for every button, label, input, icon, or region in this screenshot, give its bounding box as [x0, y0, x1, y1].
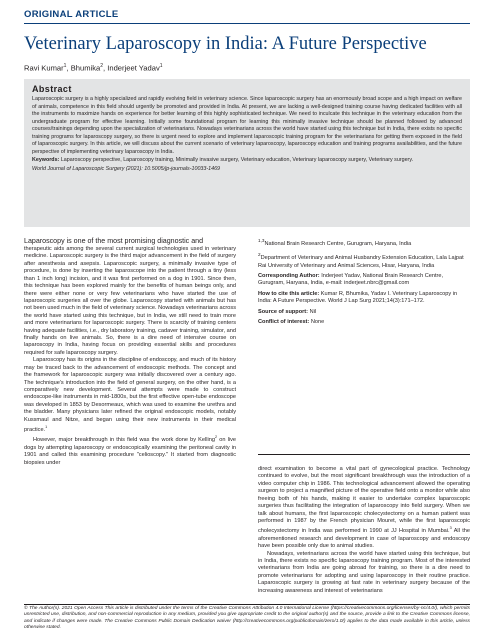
source-of-support	[258, 309, 470, 316]
corresponding-text: Inderjeet Yadav, National Brain Research Centre, Gurugram, Haryana, India, e-mail: inderjeet.nbrc@gmail.com	[258, 272, 444, 287]
affiliation-text: Department of Veterinary and Animal Husbandry Extension Education, Lala Lajpat Rai University of Veterinary and Animal Sciences, Hisar, Haryana, India	[258, 255, 464, 269]
conflict-label: Conflict of interest:	[258, 319, 310, 326]
author-affiliation-sup: 1	[63, 63, 67, 69]
paragraph-text: Laparoscopy has its origins in the discipline of endoscopy, and much of its history may be traced back to the advancement of endoscopic methods. The concept and the framework for laparoscopic surgery was initially discovered over a century ago. The technique's introduction into the field of general surgery, on the other hand, is a comparatively new development. Several attempts were made to construct endoscope-like instruments in mid-1800s, but the first effective open-tube endoscope was developed in 1853 by Desormeaux, which was used to examine the urethra and the bladder. Many physicians later refined the original endoscopic models, notably Kussmaul and Nitze, and began using their new instruments in their medical practice.	[24, 357, 236, 433]
reference-sup: 3	[449, 526, 452, 531]
reference-sup: 1	[45, 425, 48, 430]
body-paragraph	[258, 466, 470, 551]
affiliation	[258, 237, 470, 248]
author-name: Ravi Kumar	[24, 63, 64, 73]
cite-text: Kumar R, Bhumika, Yadav I. Veterinary Laparoscopy in India: A Future Perspective. World J Lap Surg 2021;14(3):171–172.	[258, 290, 458, 305]
corresponding-label: Corresponding Author:	[258, 272, 320, 279]
corresponding-author	[258, 273, 470, 288]
article-info	[258, 237, 470, 330]
author-affiliation-sup: 2	[100, 63, 104, 69]
body-left-column	[24, 237, 236, 467]
footer-divider	[24, 604, 470, 605]
body-right-column	[258, 466, 470, 595]
journal-citation: World Journal of Laparoscopic Surgery (2021): 10.5005/jp-journals-10033-1469	[32, 165, 221, 172]
paragraph-text: on live dogs by attempting laparoscopy or endoscopically examining the peritoneal cavity in 1901 and called this examining procedure "celioscopy." It started from diagnostic biopsies under	[24, 437, 236, 466]
how-to-cite	[258, 291, 470, 306]
support-label: Source of support:	[258, 308, 309, 315]
abstract-box	[24, 79, 470, 227]
article-title: Veterinary Laparoscopy in India: A Future Perspective	[24, 34, 427, 54]
lead-sentence: Laparoscopy is one of the most promising diagnostic and	[24, 237, 204, 245]
affiliation-text: National Brain Research Centre, Gurugram, Haryana, India	[264, 240, 412, 247]
abstract-heading: Abstract	[32, 84, 72, 94]
cite-label: How to cite this article:	[258, 290, 320, 297]
section-label: ORIGINAL ARTICLE	[24, 9, 470, 24]
body-paragraph: Nowadays, veterinarians across the world have started using this technique, but in India, there exists no specific laparoscopy training program. Most of the interested veterinarians from India are going abroad for training, so there is a dire need to promote veterinarians for adopting and using laparoscopy in their routine practice. Laparoscopic surgery is growing at fast rate in veterinary surgery because of the increasing awareness and interest of veterinarians	[258, 550, 470, 594]
article-info-divider	[258, 454, 470, 455]
paragraph-text: direct examination to become a vital part of gynecological practice. Technology continued to evolve, but the most significant breakthrough was the introduction of a video computer chip in 1986. This technological advancement allowed the operating surgeon to project a magnified picture of the operative field onto a monitor while also freeing both of his hands, making it easier to undertake complex laparoscopic surgeries thus facilitating the integration of laparoscopy into field surgery. When we talk about humans, the first laparoscopic cholecystectomy on a human patient was performed in 1987 by the French physician Mouret, while the first laparoscopic cholecystectomy in India was performed in 1990 at JJ Hospital in Mumbai.	[258, 466, 470, 535]
author-name: Bhumika	[70, 63, 101, 73]
affiliation-sup: 1,3	[258, 238, 265, 243]
body-paragraph: therapeutic aids among the several current surgical technologies used in veterinary medicine. Laparoscopic surgery is the third major advancement in the field of surgery after anesthesia and asepsis. Laparoscopic surgery, a minimally invasive type of procedure, is done by inserting the laparoscope into the patient through a tiny (less than 1 inch long) incision, and it was first performed on a dog in 1901. Since then, this technique has been explored mainly for the benefits of human beings only, and there were either none or very few veterinarians who have started the use of laparoscopic surgeries all over the globe. Laparoscopy started with animals but has not been used much in the field of veterinary science. Nowadays veterinarians across the world have started using this technique, but in India, we still need to train more and more veterinarians for laparoscopic surgery. There is scarcity of training centers having adequate facilities, i.e., dry laboratory training, cadaver training, simulator, and finally hands on live animals. So, there is a dire need of intensive course on laparoscopy in India, having focus on providing essential skills and procedures required for safe laparoscopy surgery.	[24, 246, 236, 356]
paragraph-text: All the aforementioned research and development in case of laparoscopy and endoscopy have been possible only due to animal studies.	[258, 528, 470, 550]
author-list: Ravi Kumar$^1$, Bhumika$^2$, Inderjeet Yadav$^1$	[24, 63, 163, 73]
license-footer: © The Author(s). 2021 Open Access This article is distributed under the terms of the Creative Commons Attribution 4.0 International License (https://creativecommons.org/licenses/by-nc/4.0/), which permits unrestricted use, distribution, and non-commercial reproduction in any medium, provided you give appropriate credit to the original author(s) and the source, provide a link to the Creative Commons license, and indicate if changes were made. The Creative Commons Public Domain Dedication waiver (http://creativecommons.org/publicdomain/zero/1.0/) applies to the data made available in this article, unless otherwise stated.	[24, 606, 470, 631]
body-paragraph	[24, 357, 236, 434]
affiliation-sup: 2	[258, 252, 261, 258]
keywords	[32, 157, 462, 165]
support-value: Nil	[309, 308, 317, 315]
author-affiliation-sup: 1	[159, 63, 163, 69]
affiliation	[258, 251, 470, 270]
keywords-text: Laparoscopy perspective, Laparoscopy training, Minimally invasive surgery, Veterinary education, Veterinary laparoscopy surgery, Veterinary surgery.	[60, 157, 414, 163]
paragraph-text: However, major breakthrough in this field was the work done by Kelling	[33, 437, 215, 444]
author-name: Inderjeet Yadav	[107, 63, 160, 73]
abstract-body: Laparoscopic surgery is a highly specialized and rapidly evolving field in veterinary science. Since laparoscopic surgery has an enormously broad scope and a high impact on welfare of animals, competence in this field should urgently be promoted and provided in India. At present, we are lacking a well-designed training course having dedicated facilities with all the instruments to maximize hands on experience for better learning of this highly sophisticated technique. We need to inculcate this technique in the veterinary education from the undergraduate program for effective learning. Initially some foundational program for learning this minimally invasive technique should be planned followed by advanced courses/trainings depending upon the specialization of veterinarians. Nowadays veterinarians across the world have started using this technique but in India, there exists no specific training programs for laparoscopy surgery, so there is urgent need to explore and implement laparoscopic training program for the veterinarians for getting them exposed in the field of laparoscopic surgery. In this article, we will discuss about the current scenario of veterinary laparoscopy, laparoscopy education and training programs availabilities, and the future perspective of implementing veterinary laparoscopy in India.	[32, 96, 462, 155]
conflict-value: None	[310, 319, 325, 326]
keywords-label: Keywords:	[32, 157, 60, 163]
body-paragraph	[24, 434, 236, 467]
reference-sup: 2	[214, 435, 218, 440]
conflict-of-interest	[258, 319, 470, 326]
